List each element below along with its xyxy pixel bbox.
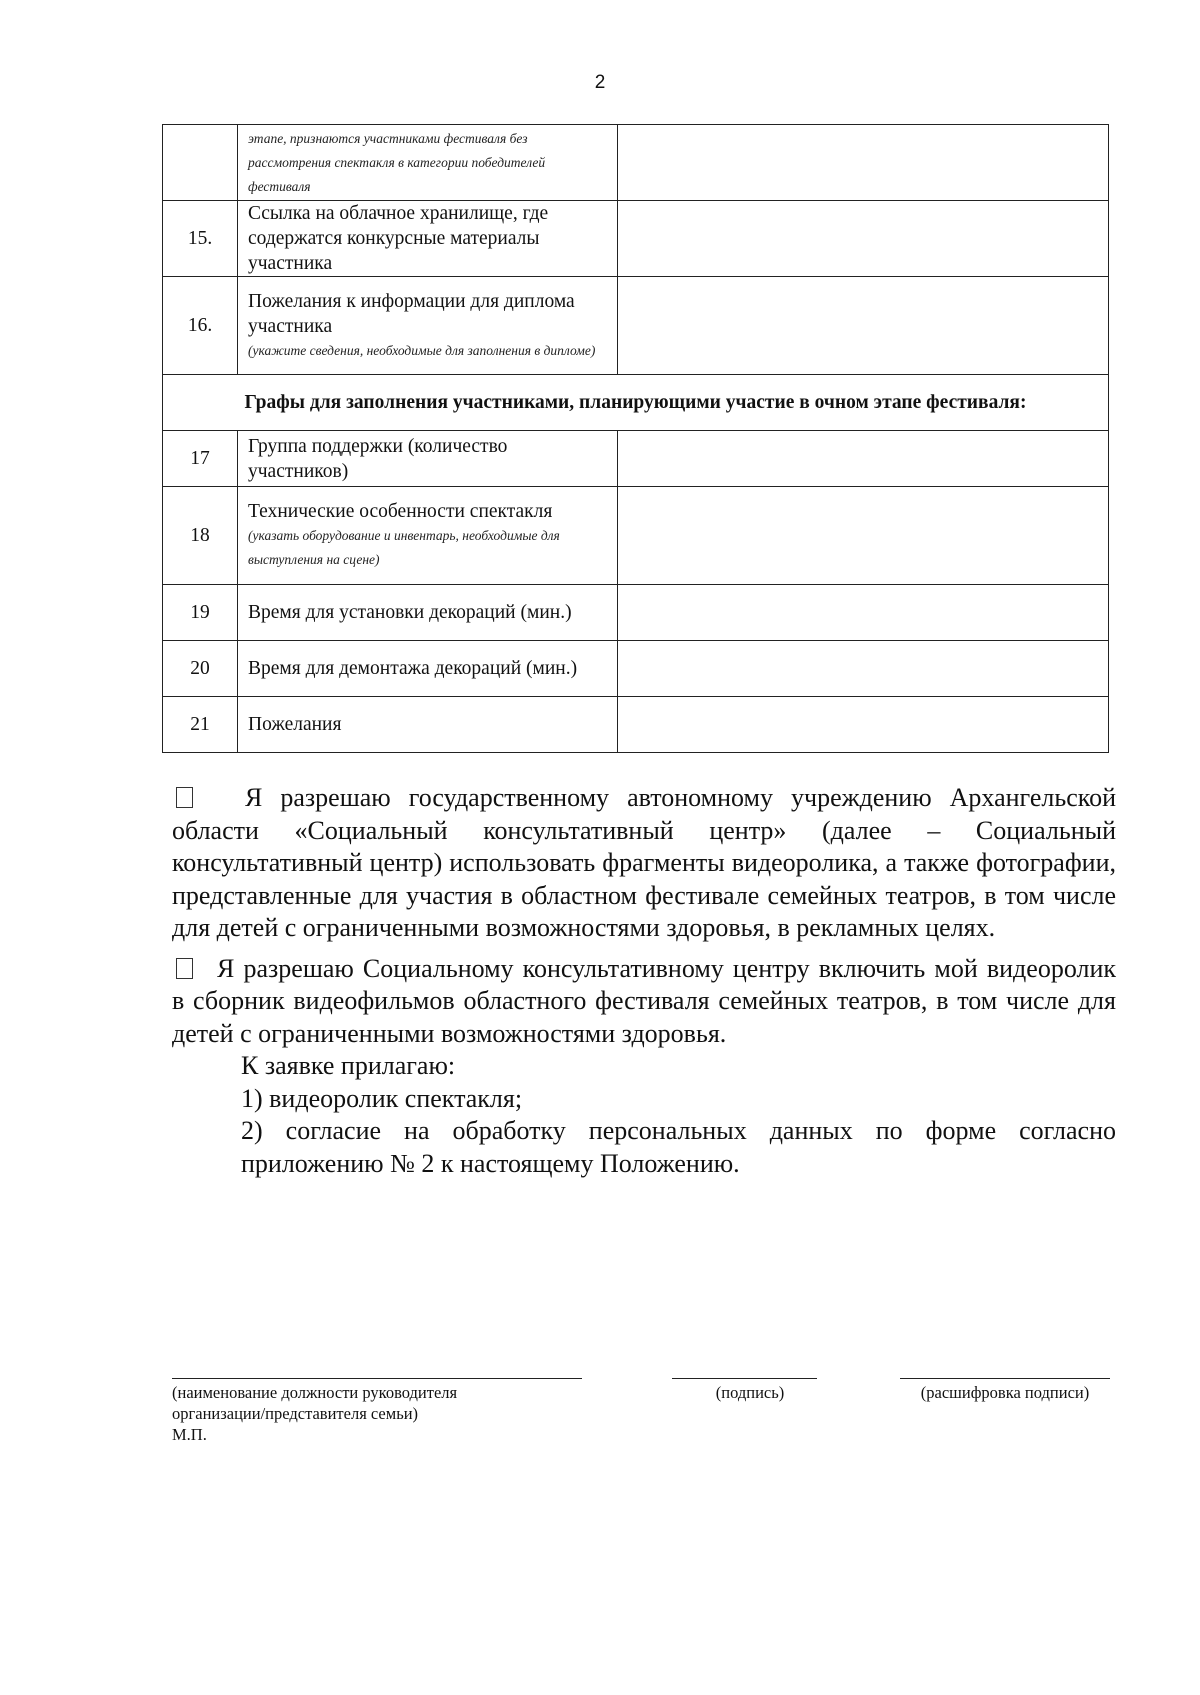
- section-row: [163, 375, 1109, 431]
- section-heading: Графы для заполнения участниками, планирующими участие в очном этапе фестиваля:: [163, 375, 1109, 431]
- row-number: 17: [163, 431, 238, 487]
- application-form-table: [162, 124, 1109, 753]
- row-label-cell: [238, 277, 618, 375]
- table-row: [163, 487, 1109, 585]
- page-number: 2: [594, 72, 606, 93]
- row-value-field[interactable]: [618, 125, 1109, 201]
- position-caption-text: (наименование должности руководителя организации/представителя семьи): [172, 1383, 458, 1423]
- signature-caption: (подпись): [715, 1383, 785, 1402]
- row-value-field[interactable]: [618, 431, 1109, 487]
- row-number: 15.: [163, 201, 238, 277]
- stamp-label: М.П.: [172, 1425, 207, 1444]
- row-number: [163, 125, 238, 201]
- row-label-cell: [238, 125, 618, 201]
- signature-line: [672, 1378, 817, 1379]
- row-value-field[interactable]: [618, 585, 1109, 641]
- table-row: [163, 431, 1109, 487]
- table-row: [163, 277, 1109, 375]
- table-row: [163, 585, 1109, 641]
- consent-paragraph-collection: [172, 953, 1116, 1051]
- attachments-intro: К заявке прилагаю:: [241, 1051, 456, 1080]
- attachment-item: 1) видеоролик спектакля;: [241, 1083, 523, 1113]
- row-number: 16.: [163, 277, 238, 375]
- row-number: 19: [163, 585, 238, 641]
- table-row: [163, 641, 1109, 697]
- consent-paragraph-promo: [172, 782, 1116, 945]
- row-value-field[interactable]: [618, 277, 1109, 375]
- attachment-item: 2) согласие на обработку персональных данных по форме согласно приложению № 2 к настоящему Положению.: [241, 1116, 1116, 1178]
- table-row: [163, 201, 1109, 277]
- row-number: 21: [163, 697, 238, 753]
- row-note: (указать оборудование и инвентарь, необходимые для выступления на сцене): [248, 528, 560, 567]
- consent-collection-text: Я разрешаю Социальному консультативному центру включить мой видеоролик в сборник видеофильмов областного фестиваля семейных театров, в том числе для детей с ограниченными возможностями здоровья.: [172, 953, 1116, 1048]
- row-value-field[interactable]: [618, 641, 1109, 697]
- row-note: (укажите сведения, необходимые для заполнения в дипломе): [248, 342, 596, 358]
- row-label: Пожелания: [238, 697, 618, 753]
- consent-collection-checkbox[interactable]: [176, 958, 193, 979]
- row-label: Технические особенности спектакля: [248, 501, 553, 522]
- decoding-caption: (расшифровка подписи): [920, 1383, 1090, 1402]
- row-label-cell: [238, 487, 618, 585]
- position-caption: [172, 1382, 532, 1445]
- table-row: [163, 697, 1109, 753]
- position-signature-line: [172, 1378, 582, 1379]
- row-label: Пожелания к информации для диплома участника: [248, 290, 575, 337]
- row-value-field[interactable]: [618, 487, 1109, 585]
- signature-decoding-line: [900, 1378, 1110, 1379]
- table-row: [163, 125, 1109, 201]
- row-label: Время для установки декораций (мин.): [238, 585, 618, 641]
- consent-promo-text: Я разрешаю государственному автономному учреждению Архангельской области «Социальный консультативный центр» (далее – Социальный консультативный центр) использовать фрагменты видеоролика, а также фотографии, представленные для участия в областном фестивале семейных театров, в том числе для детей с ограниченными возможностями здоровья, в рекламных целях.: [172, 783, 1116, 942]
- row-note: этапе, признаются участниками фестиваля без рассмотрения спектакля в категории победителей фестиваля: [248, 130, 546, 194]
- row-value-field[interactable]: [618, 201, 1109, 277]
- consent-promo-checkbox[interactable]: [176, 787, 193, 808]
- row-label: Ссылка на облачное хранилище, где содержатся конкурсные материалы участника: [238, 201, 618, 277]
- row-number: 18: [163, 487, 238, 585]
- row-label: Время для демонтажа декораций (мин.): [238, 641, 618, 697]
- row-number: 20: [163, 641, 238, 697]
- document-body: [172, 782, 1116, 1180]
- row-label: Группа поддержки (количество участников): [238, 431, 618, 487]
- row-value-field[interactable]: [618, 697, 1109, 753]
